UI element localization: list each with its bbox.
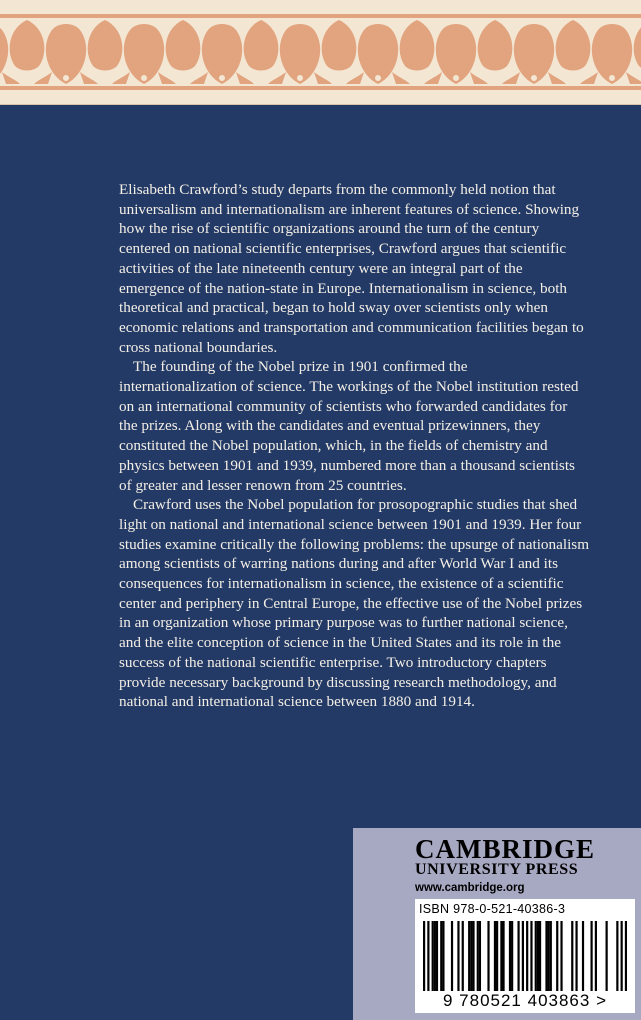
blurb-paragraph-2: The founding of the Nobel prize in 1901 confirmed the internationalization of science. The workings of the Nobel institution rested on an international community of scientists who forwarded candidates for the prizes. Along with the candidates and eventual prizewinners, they constituted the Nobel population, which, in the fields of chemistry and physics between 1901 and 1939, numbered more than a thousand scientists of greater and lesser renown from 25 countries. xyxy=(119,358,579,494)
anthemion-ornament xyxy=(0,0,641,104)
isbn-label: ISBN 978-0-521-40386-3 xyxy=(419,902,566,916)
publisher-name: CAMBRIDGE xyxy=(415,834,596,864)
decorative-border xyxy=(0,0,641,105)
blurb-paragraph-3: Crawford uses the Nobel population for prosopographic studies that shed light on national and international science between 1901 and 1939. Her four studies examine critically the following problems: the upsurge of nationalism among scientists of warring nations during and after World War I and its consequences for internationalism in science, the existence of a scientific center and periphery in Central Europe, the effective use of the Nobel prizes in an organization whose primary purpose was to further national science, and the elite conception of science in the United States and its role in the success of the national scientific enterprise. Two introductory chapters provide necessary background by discussing research methodology, and national and international science between 1880 and 1914. xyxy=(119,496,590,711)
blurb-paragraph-1: Elisabeth Crawford’s study departs from the commonly held notion that universalism and internationalism are inherent features of science. Showing how the rise of scientific organizations around the turn of the century centered on national scientific enterprises, Crawford argues that scientific activities of the late nineteenth century were an integral part of the emergence of the nation-state in Europe. Internationalism in science, both theoretical and practical, began to hold sway over scientists only when economic relations and transportation and communication facilities began to cross national boundaries. xyxy=(119,181,584,356)
barcode-bars xyxy=(423,921,627,991)
publisher-url: www.cambridge.org xyxy=(415,882,525,894)
barcode-digits: 9 780521 403863 > xyxy=(442,991,607,1010)
barcode-box xyxy=(415,899,635,1013)
publisher-box xyxy=(353,828,641,1020)
publisher-subname: UNIVERSITY PRESS xyxy=(415,861,579,878)
back-cover-blurb xyxy=(119,180,589,712)
